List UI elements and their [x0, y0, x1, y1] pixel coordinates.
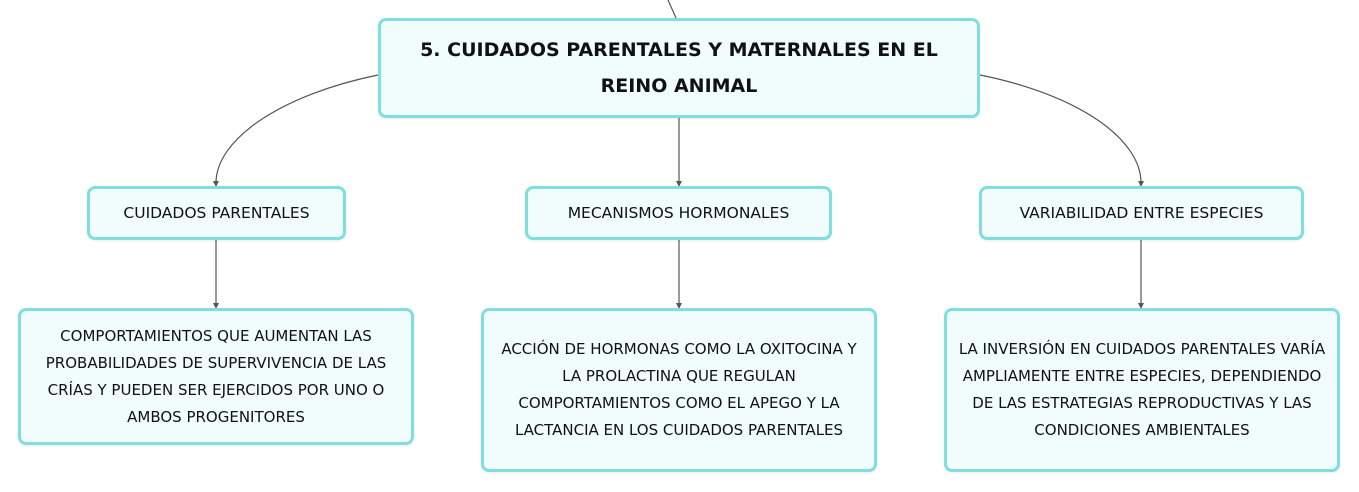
- topic-cuidados-parentales[interactable]: [87, 186, 346, 240]
- topic-variabilidad-entre-especies[interactable]: [979, 186, 1304, 240]
- subtopic-text: ACCIÓN DE HORMONAS COMO LA OXITOCINA Y LA PROLACTINA QUE REGULAN COMPORTAMIENTOS COMO EL APEGO Y LA LACTANCIA EN LOS CUIDADOS PARENTALES: [501, 340, 857, 439]
- subtopic-mecanismos-hormonales-detail[interactable]: [481, 308, 877, 472]
- subtopic-text: COMPORTAMIENTOS QUE AUMENTAN LAS PROBABILIDADES DE SUPERVIVENCIA DE LAS CRÍAS Y PUEDEN SER EJERCIDOS POR UNO O AMBOS PROGENITORES: [45, 326, 387, 426]
- edge-root-to-variabilidad: [980, 75, 1141, 184]
- root-topic-text: 5. CUIDADOS PARENTALES Y MATERNALES EN EL REINO ANIMAL: [420, 39, 938, 97]
- edge-parent-to-root: [668, 0, 676, 18]
- topic-label: CUIDADOS PARENTALES: [123, 204, 310, 222]
- subtopic-text: LA INVERSIÓN EN CUIDADOS PARENTALES VARÍA AMPLIAMENTE ENTRE ESPECIES, DEPENDIENDO DE LAS ESTRATEGIAS REPRODUCTIVAS Y LAS CONDICIONES AMBIENTALES: [958, 340, 1326, 439]
- root-topic[interactable]: [378, 18, 980, 118]
- topic-label: MECANISMOS HORMONALES: [567, 204, 790, 222]
- topic-mecanismos-hormonales[interactable]: [525, 186, 832, 240]
- edge-root-to-cuidados-parentales: [216, 75, 378, 184]
- subtopic-variabilidad-detail[interactable]: [944, 308, 1340, 472]
- subtopic-cuidados-parentales-detail[interactable]: [18, 308, 414, 445]
- topic-label: VARIABILIDAD ENTRE ESPECIES: [1019, 204, 1264, 222]
